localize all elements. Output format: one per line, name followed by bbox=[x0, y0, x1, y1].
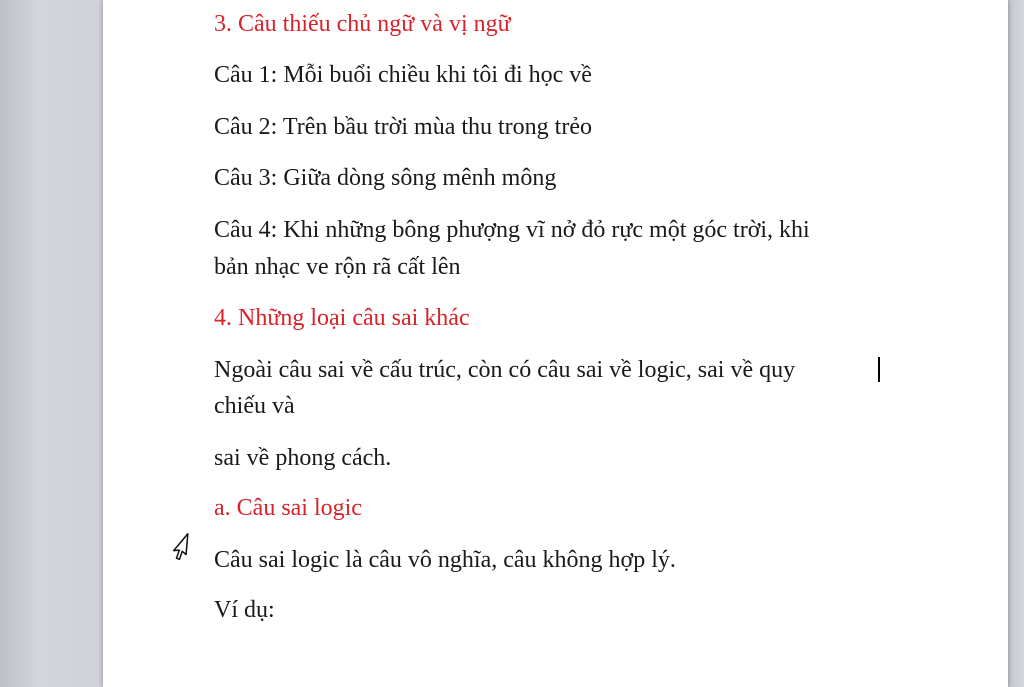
paragraph-cau-4-line-2[interactable]: bản nhạc ve rộn rã cất lên bbox=[214, 254, 461, 280]
text-cursor-icon bbox=[878, 357, 880, 382]
paragraph-cau-2[interactable]: Câu 2: Trên bầu trời mùa thu trong trẻo bbox=[214, 114, 592, 140]
workspace-right-margin bbox=[1008, 0, 1024, 687]
paragraph-definition[interactable]: Câu sai logic là câu vô nghĩa, câu không hợp lý. bbox=[214, 547, 676, 573]
document-page[interactable] bbox=[103, 0, 1008, 687]
heading-a[interactable]: a. Câu sai logic bbox=[214, 495, 362, 521]
paragraph-cau-4-line-1[interactable]: Câu 4: Khi những bông phượng vĩ nở đỏ rực một góc trời, khi bbox=[214, 217, 810, 243]
paragraph-intro-line-1[interactable]: Ngoài câu sai về cấu trúc, còn có câu sai về logic, sai về quy bbox=[214, 357, 796, 383]
mouse-pointer-arrow-icon bbox=[170, 530, 192, 560]
paragraph-cau-1[interactable]: Câu 1: Mỗi buổi chiều khi tôi đi học về bbox=[214, 62, 592, 88]
heading-3[interactable]: 3. Câu thiếu chủ ngữ và vị ngữ bbox=[214, 11, 511, 37]
paragraph-cau-3[interactable]: Câu 3: Giữa dòng sông mênh mông bbox=[214, 165, 557, 191]
paragraph-intro-line-2[interactable]: chiếu và bbox=[214, 393, 295, 419]
paragraph-intro-line-3[interactable]: sai về phong cách. bbox=[214, 445, 392, 471]
heading-4[interactable]: 4. Những loại câu sai khác bbox=[214, 305, 470, 331]
paragraph-example-label[interactable]: Ví dụ: bbox=[214, 597, 275, 623]
